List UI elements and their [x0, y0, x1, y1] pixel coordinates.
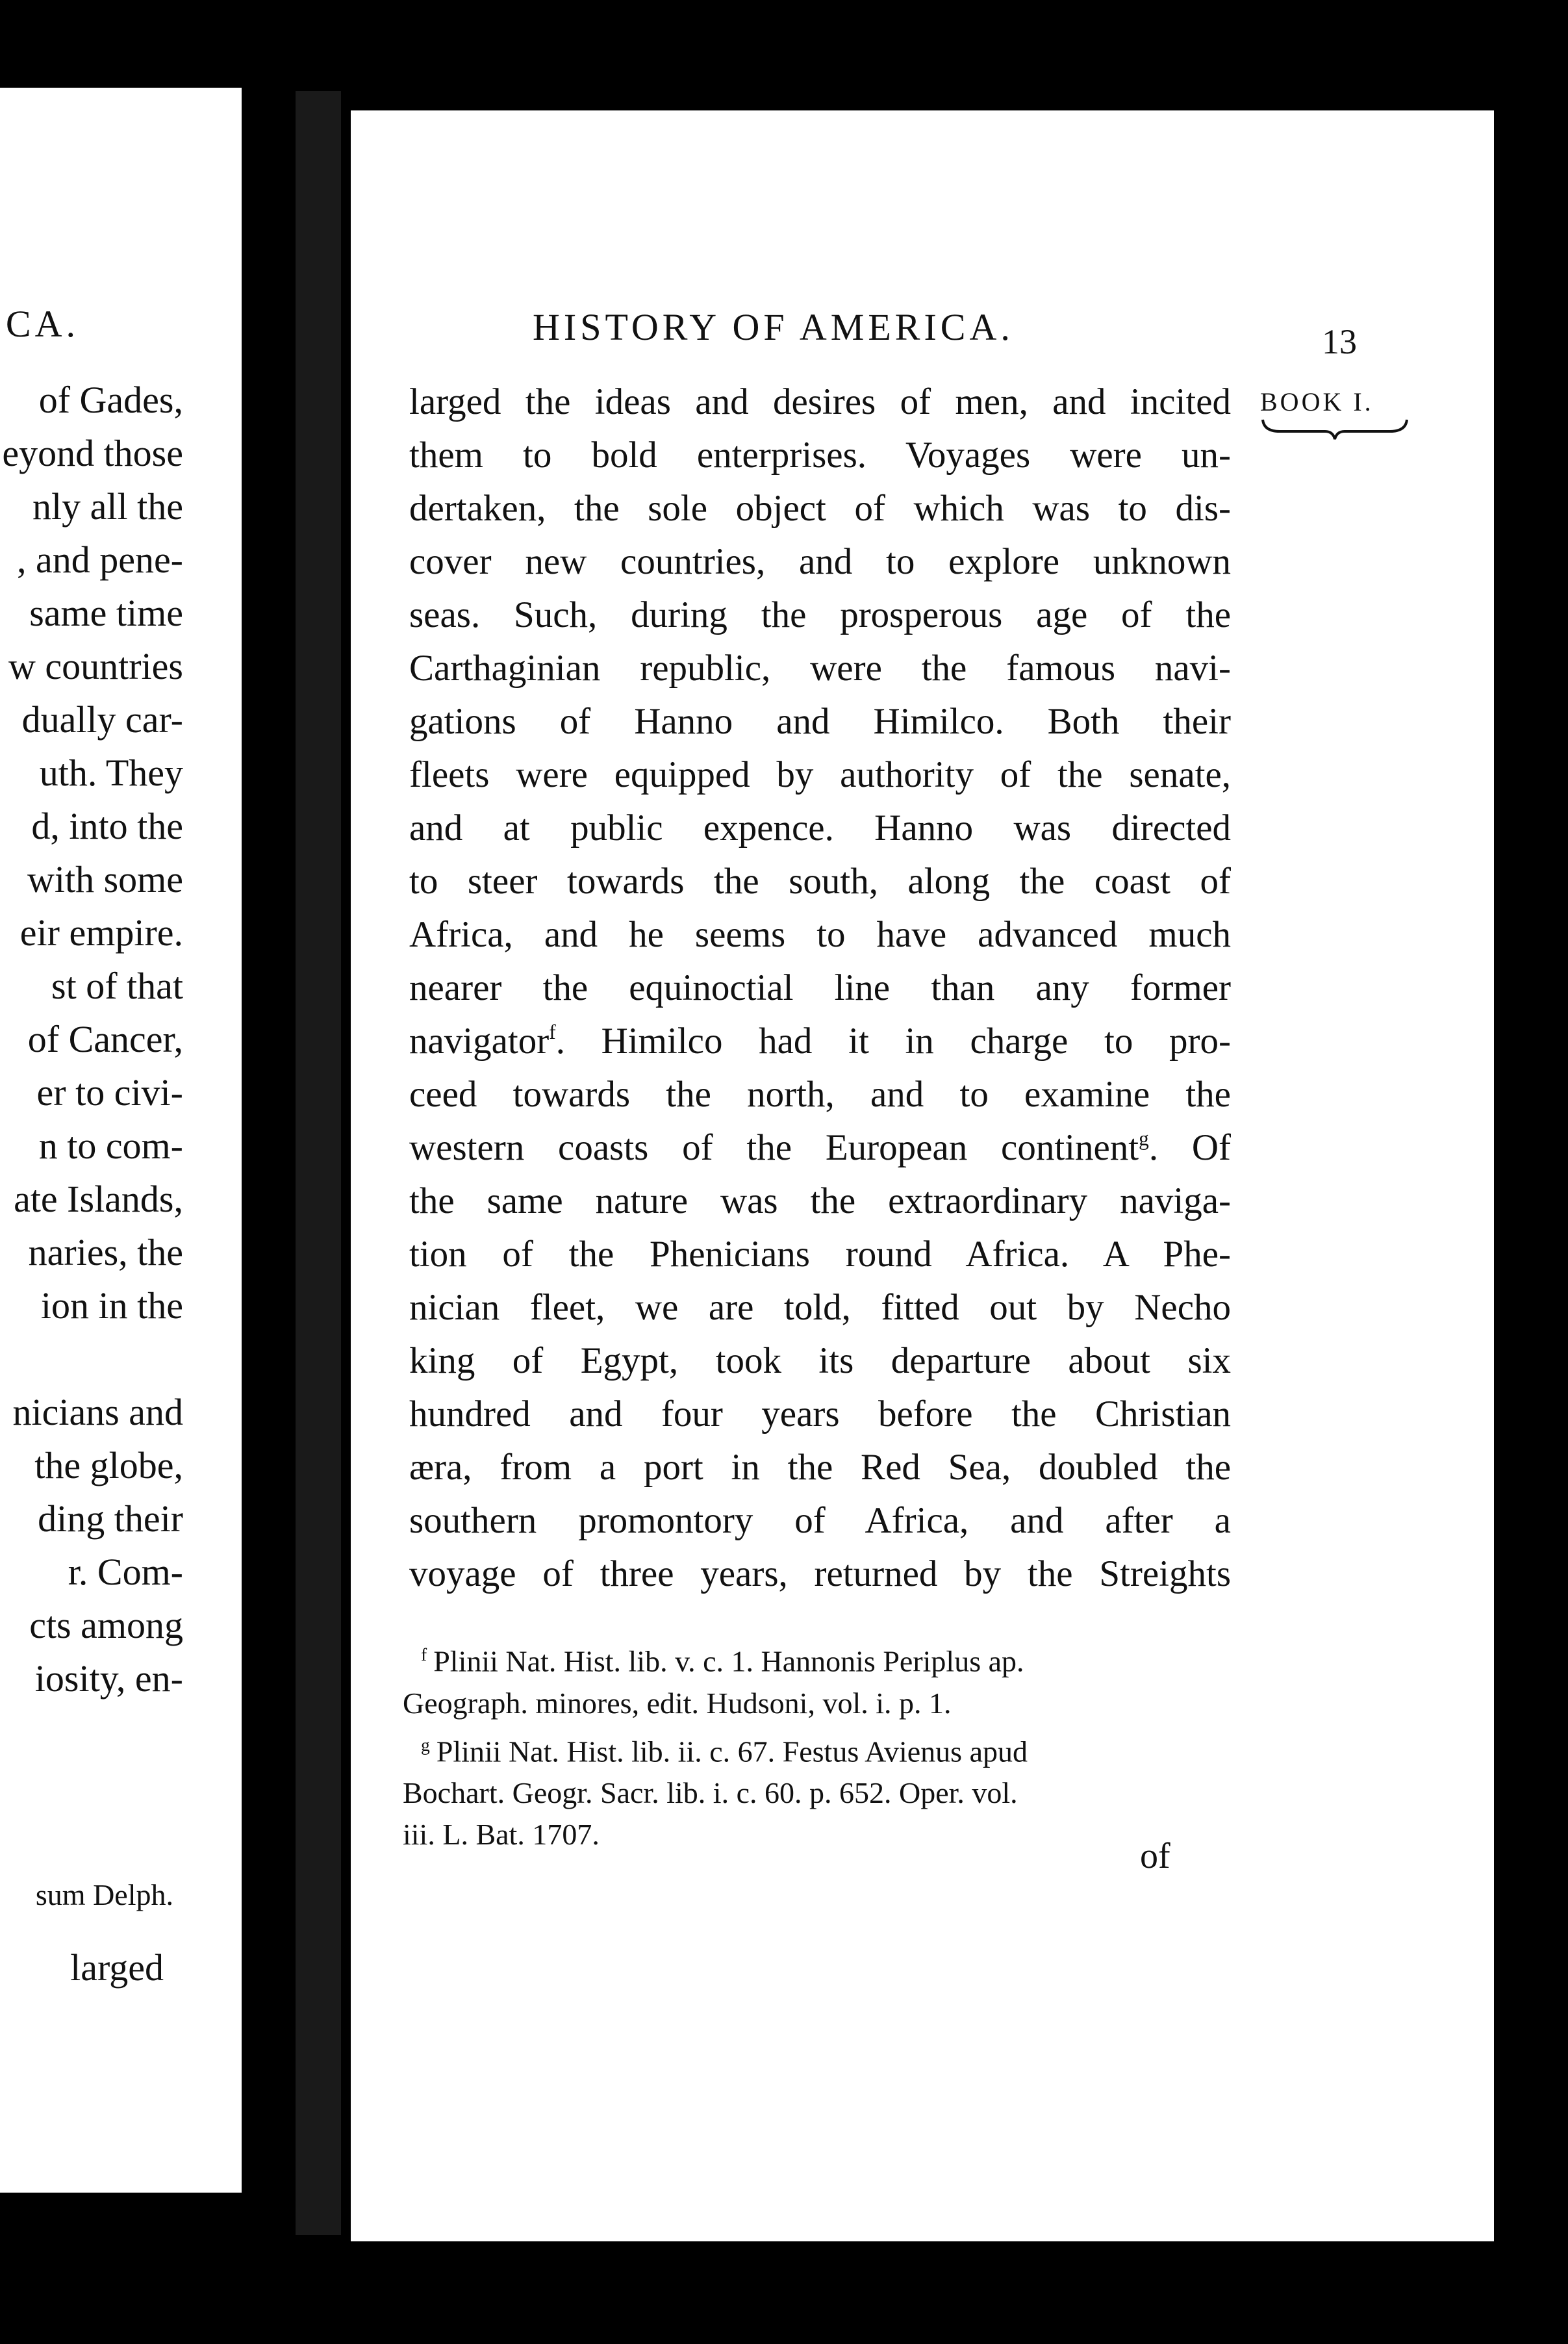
footnote-ref-g: g: [1139, 1127, 1149, 1151]
left-line: dually car-: [21, 698, 183, 741]
left-page-text: [2, 374, 183, 1705]
footnote-text: Geograph. minores, edit. Hudsoni, vol. i. p. 1.: [403, 1686, 952, 1720]
left-line: with some: [27, 858, 183, 900]
text-line: larged the ideas and desires of men, and incited: [409, 381, 1231, 422]
left-line: iosity, en-: [34, 1657, 183, 1700]
left-line: w countries: [8, 645, 183, 687]
text-line: hundred and four years before the Christian: [409, 1394, 1231, 1434]
text-line: æra, from a port in the Red Sea, doubled the: [409, 1447, 1231, 1488]
left-running-head: CA.: [5, 303, 79, 345]
text-line: nearer the equinoctial line than any former: [409, 967, 1231, 1008]
left-line: the globe,: [34, 1444, 183, 1486]
footnote-ref-f: f: [549, 1021, 556, 1044]
text-line: Carthaginian republic, were the famous navi-: [409, 648, 1231, 689]
brace-ornament: [1260, 417, 1410, 440]
footnote-g: [403, 1724, 1169, 1773]
left-line: st of that: [51, 965, 183, 1007]
text-line: cover new countries, and to explore unknown: [409, 541, 1231, 582]
left-footnote: sum Delph.: [35, 1878, 173, 1911]
left-line: eir empire.: [19, 911, 183, 954]
text-line: ceed towards the north, and to examine the: [409, 1074, 1231, 1115]
book-gutter: [296, 91, 341, 2235]
left-line-gap: [2, 1332, 183, 1386]
text-fragment: western coasts of the European continent: [409, 1127, 1139, 1168]
left-line: ding their: [38, 1497, 183, 1540]
footnotes: [403, 1634, 1169, 1855]
left-line: d, into the: [31, 805, 183, 847]
text-line: Africa, and he seems to have advanced much: [409, 914, 1231, 955]
text-line-with-note-g: [409, 1121, 1231, 1175]
left-line: r. Com-: [68, 1551, 183, 1593]
text-line-with-note-f: [409, 1015, 1231, 1068]
footnote-text: iii. L. Bat. 1707.: [403, 1818, 600, 1852]
left-line: same time: [29, 592, 183, 634]
left-line: of Cancer,: [27, 1018, 183, 1060]
running-head: HISTORY OF AMERICA.: [533, 306, 1014, 348]
footnote-mark-f: f: [421, 1644, 427, 1664]
footnote-text: Bochart. Geogr. Sacr. lib. i. c. 60. p. 652. Oper. vol.: [403, 1776, 1018, 1810]
text-line: voyage of three years, returned by the Streights: [409, 1553, 1231, 1594]
footnote-mark-g: g: [421, 1734, 430, 1755]
body-text: [409, 376, 1231, 1601]
text-line: gations of Hanno and Himilco. Both their: [409, 701, 1231, 742]
footnote-f: [403, 1634, 1169, 1683]
right-page: [351, 110, 1494, 2241]
left-page: [0, 88, 242, 2193]
left-line: uth. They: [39, 752, 183, 794]
text-fragment: navigator: [409, 1021, 550, 1062]
text-line: fleets were equipped by authority of the senate,: [409, 754, 1231, 795]
text-line: tion of the Phenicians round Africa. A Phe-: [409, 1234, 1231, 1275]
left-line: nicians and: [12, 1391, 183, 1433]
text-line: nician fleet, we are told, fitted out by Necho: [409, 1287, 1231, 1328]
left-line: naries, the: [28, 1231, 183, 1273]
text-fragment: . Of: [1148, 1127, 1231, 1168]
footnote-text: Plinii Nat. Hist. lib. ii. c. 67. Festus Avienus apud: [436, 1735, 1028, 1768]
text-line: to steer towards the south, along the coast of: [409, 861, 1231, 902]
left-line: cts among: [29, 1604, 183, 1646]
left-line: ate Islands,: [14, 1178, 183, 1220]
left-line: ion in the: [40, 1284, 183, 1327]
left-line: n to com-: [38, 1125, 183, 1167]
page-number: 13: [1322, 322, 1357, 361]
side-note-book: BOOK I.: [1260, 387, 1374, 416]
text-line: king of Egypt, took its departure about six: [409, 1340, 1231, 1381]
left-line: eyond those: [2, 432, 183, 474]
footnote-text: Plinii Nat. Hist. lib. v. c. 1. Hannonis Periplus ap.: [433, 1644, 1024, 1678]
text-line: and at public expence. Hanno was directed: [409, 808, 1231, 848]
text-line: seas. Such, during the prosperous age of the: [409, 594, 1231, 635]
text-line: them to bold enterprises. Voyages were un-: [409, 435, 1231, 476]
catchword: of: [1140, 1836, 1170, 1876]
text-line: the same nature was the extraordinary naviga-: [409, 1180, 1231, 1221]
left-line: , and pene-: [16, 539, 183, 581]
left-line: nly all the: [32, 485, 183, 528]
left-catchword: larged: [70, 1946, 164, 1989]
text-line: dertaken, the sole object of which was to dis-: [409, 488, 1231, 529]
text-line: southern promontory of Africa, and after a: [409, 1500, 1231, 1541]
left-line: of Gades,: [38, 379, 183, 421]
text-fragment: . Himilco had it in charge to pro-: [555, 1021, 1231, 1062]
left-line: er to civi-: [36, 1071, 183, 1114]
